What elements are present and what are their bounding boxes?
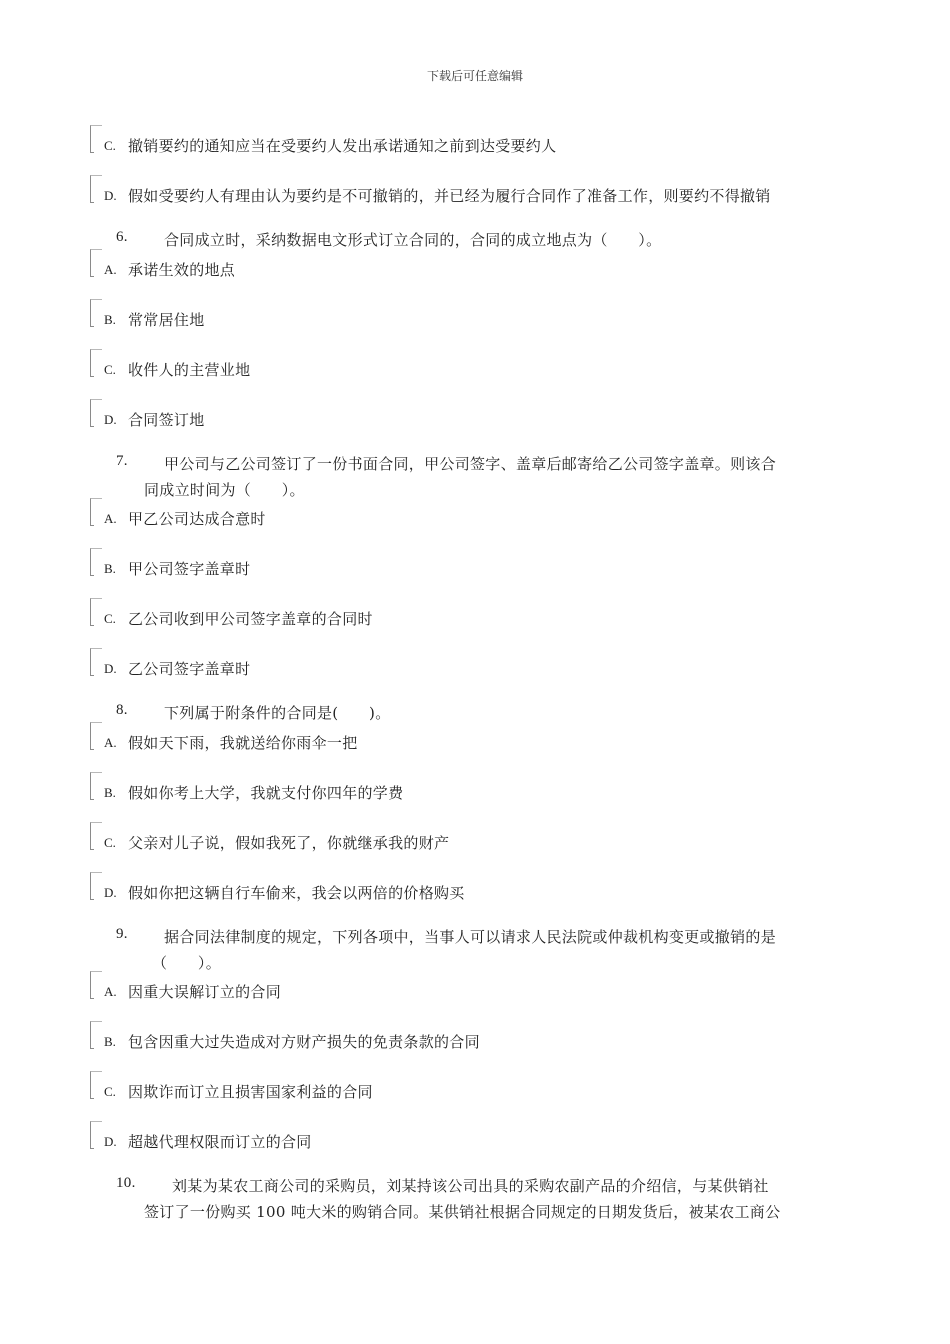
checkbox-icon[interactable] — [90, 598, 102, 626]
checkbox-icon[interactable] — [90, 648, 102, 676]
option-letter: D. — [104, 661, 117, 676]
option-text: 超越代理权限而订立的合同 — [128, 1133, 312, 1151]
question-text: 据合同法律制度的规定，下列各项中，当事人可以请求人民法院或仲裁机构变更或撤销的是 — [164, 928, 777, 946]
option-letter: B. — [104, 1034, 116, 1049]
option-text: 假如天下雨，我就送给你雨伞一把 — [128, 734, 358, 752]
checkbox-icon[interactable] — [90, 349, 102, 377]
question-number: 9. — [116, 926, 128, 942]
option-text: 收件人的主营业地 — [128, 361, 251, 379]
option-letter: D. — [104, 1134, 117, 1149]
option-letter: D. — [104, 885, 117, 900]
checkbox-icon[interactable] — [90, 822, 102, 850]
option-letter: A. — [104, 262, 117, 277]
checkbox-icon[interactable] — [90, 971, 102, 999]
option-text: 假如你把这辆自行车偷来，我会以两倍的价格购买 — [128, 884, 465, 902]
checkbox-icon[interactable] — [90, 299, 102, 327]
option-letter: B. — [104, 312, 116, 327]
option-text: 承诺生效的地点 — [128, 261, 236, 279]
question-number: 10. — [116, 1175, 136, 1191]
option-text: 合同签订地 — [128, 411, 205, 429]
option-letter: B. — [104, 561, 116, 576]
option-letter: A. — [104, 511, 117, 526]
question-text: 下列属于附条件的合同是( )。 — [164, 704, 391, 722]
question-number: 6. — [116, 229, 128, 245]
option-letter: A. — [104, 735, 117, 750]
page-header: 下载后可任意编辑 — [426, 69, 523, 83]
option-letter: C. — [104, 1084, 116, 1099]
checkbox-icon[interactable] — [90, 548, 102, 576]
question-text-continued: 同成立时间为（ ）。 — [144, 481, 305, 499]
option-letter: C. — [104, 362, 116, 377]
option-text: 常常居住地 — [128, 311, 205, 329]
checkbox-icon[interactable] — [90, 125, 102, 153]
question-number: 7. — [116, 453, 128, 469]
option-text: 假如你考上大学，我就支付你四年的学费 — [128, 784, 404, 802]
option-text: 包含因重大过失造成对方财产损失的免责条款的合同 — [128, 1033, 480, 1051]
option-letter: B. — [104, 785, 116, 800]
option-text: 甲公司签字盖章时 — [128, 560, 251, 578]
checkbox-icon[interactable] — [90, 175, 102, 203]
option-letter: C. — [104, 611, 116, 626]
option-letter: D. — [104, 188, 117, 203]
checkbox-icon[interactable] — [90, 872, 102, 900]
option-text: 撤销要约的通知应当在受要约人发出承诺通知之前到达受要约人 — [128, 137, 557, 155]
option-letter: C. — [104, 138, 116, 153]
question-text-continued: （ ）。 — [152, 954, 222, 972]
checkbox-icon[interactable] — [90, 772, 102, 800]
option-text: 乙公司收到甲公司签字盖章的合同时 — [128, 610, 373, 628]
checkbox-icon[interactable] — [90, 249, 102, 277]
checkbox-icon[interactable] — [90, 1071, 102, 1099]
checkbox-icon[interactable] — [90, 498, 102, 526]
option-text: 乙公司签字盖章时 — [128, 660, 251, 678]
question-number: 8. — [116, 702, 128, 718]
question-text-continued: 签订了一份购买 100 吨大米的购销合同。某供销社根据合同规定的日期发货后，被某农工商公 — [144, 1203, 781, 1221]
question-text: 合同成立时，采纳数据电文形式订立合同的，合同的成立地点为（ ）。 — [164, 231, 662, 249]
checkbox-icon[interactable] — [90, 722, 102, 750]
option-text: 因重大误解订立的合同 — [128, 983, 282, 1001]
question-text: 甲公司与乙公司签订了一份书面合同，甲公司签字、盖章后邮寄给乙公司签字盖章。则该合 — [164, 455, 777, 473]
checkbox-icon[interactable] — [90, 1021, 102, 1049]
question-text: 刘某为某农工商公司的采购员，刘某持该公司出具的采购农副产品的介绍信，与某供销社 — [172, 1177, 769, 1195]
option-text: 父亲对儿子说，假如我死了，你就继承我的财产 — [128, 834, 450, 852]
option-letter: A. — [104, 984, 117, 999]
checkbox-icon[interactable] — [90, 399, 102, 427]
option-text: 因欺诈而订立且损害国家利益的合同 — [128, 1083, 373, 1101]
option-text: 假如受要约人有理由认为要约是不可撤销的，并已经为履行合同作了准备工作，则要约不得撤销 — [128, 187, 771, 205]
option-letter: D. — [104, 412, 117, 427]
option-text: 甲乙公司达成合意时 — [128, 510, 266, 528]
option-letter: C. — [104, 835, 116, 850]
checkbox-icon[interactable] — [90, 1121, 102, 1149]
